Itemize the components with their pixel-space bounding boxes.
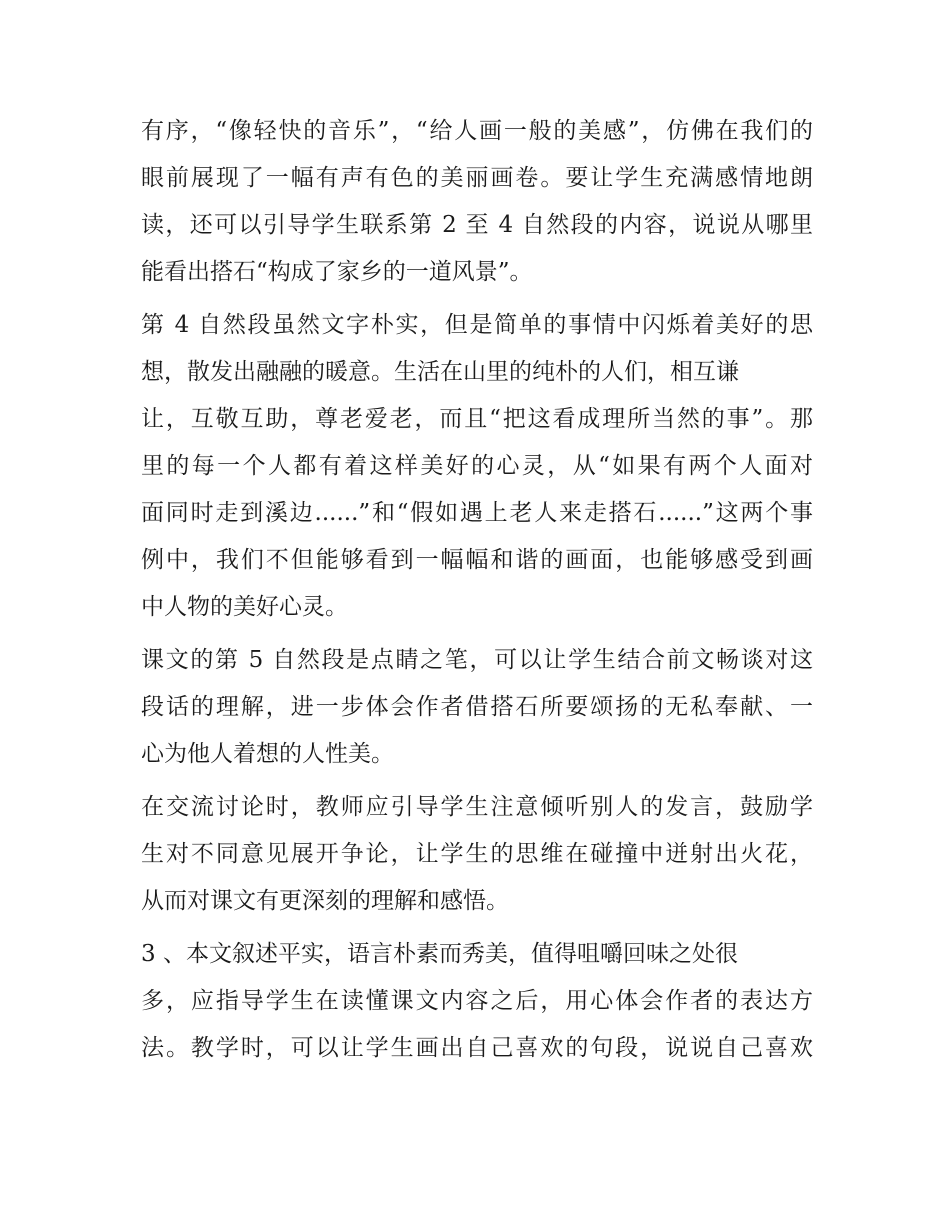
text-line: 法。教学时，可以让学生画出自己喜欢的句段，说说自己喜欢 [141,1035,813,1061]
text-line: 段话的理解，进一步体会作者借搭石所要颂扬的无私奉献、一 [141,694,813,720]
paragraph-start-line: 在交流讨论时，教师应引导学生注意倾听别人的发言，鼓励学 [141,794,813,820]
text-line: 面同时走到溪边......”和“假如遇上老人来走搭石......”这两个事 [141,500,813,526]
text-line: 让，互敬互助，尊老爱老，而且“把这看成理所当然的事”。那 [141,406,813,432]
body-text [141,108,813,1072]
text-line: 能看出搭石“构成了家乡的一道风景”。 [141,259,533,285]
paragraph-start-line: 课文的第 5 自然段是点睛之笔，可以让学生结合前文畅谈对这 [141,647,813,673]
text-line: 例中，我们不但能够看到一幅幅和谐的画面，也能够感受到画 [141,547,813,573]
text-line: 多，应指导学生在读懂课文内容之后，用心体会作者的表达方 [141,988,813,1014]
text-line: 眼前展现了一幅有声有色的美丽画卷。要让学生充满感情地朗 [141,165,813,191]
text-line: 生对不同意见展开争论，让学生的思维在碰撞中迸射出火花， [141,841,813,867]
paragraph-start-line: 第 4 自然段虽然文字朴实，但是简单的事情中闪烁着美好的思 [141,312,813,338]
text-line: 读，还可以引导学生联系第 2 至 4 自然段的内容，说说从哪里 [141,212,813,238]
text-line: 里的每一个人都有着这样美好的心灵，从“如果有两个人面对 [141,453,813,479]
text-line: 从而对课文有更深刻的理解和感悟。 [141,888,509,914]
text-line: 心为他人着想的人性美。 [141,741,394,767]
text-line: 想，散发出融融的暖意。生活在山里的纯朴的人们，相互谦 [141,359,739,385]
text-line: 有序，“像轻快的音乐”，“给人画一般的美感”，仿佛在我们的 [141,118,813,144]
text-line: 中人物的美好心灵。 [141,594,348,620]
paragraph-start-line: 3 、本文叙述平实，语言朴素而秀美，值得咀嚼回味之处很 [141,941,738,967]
